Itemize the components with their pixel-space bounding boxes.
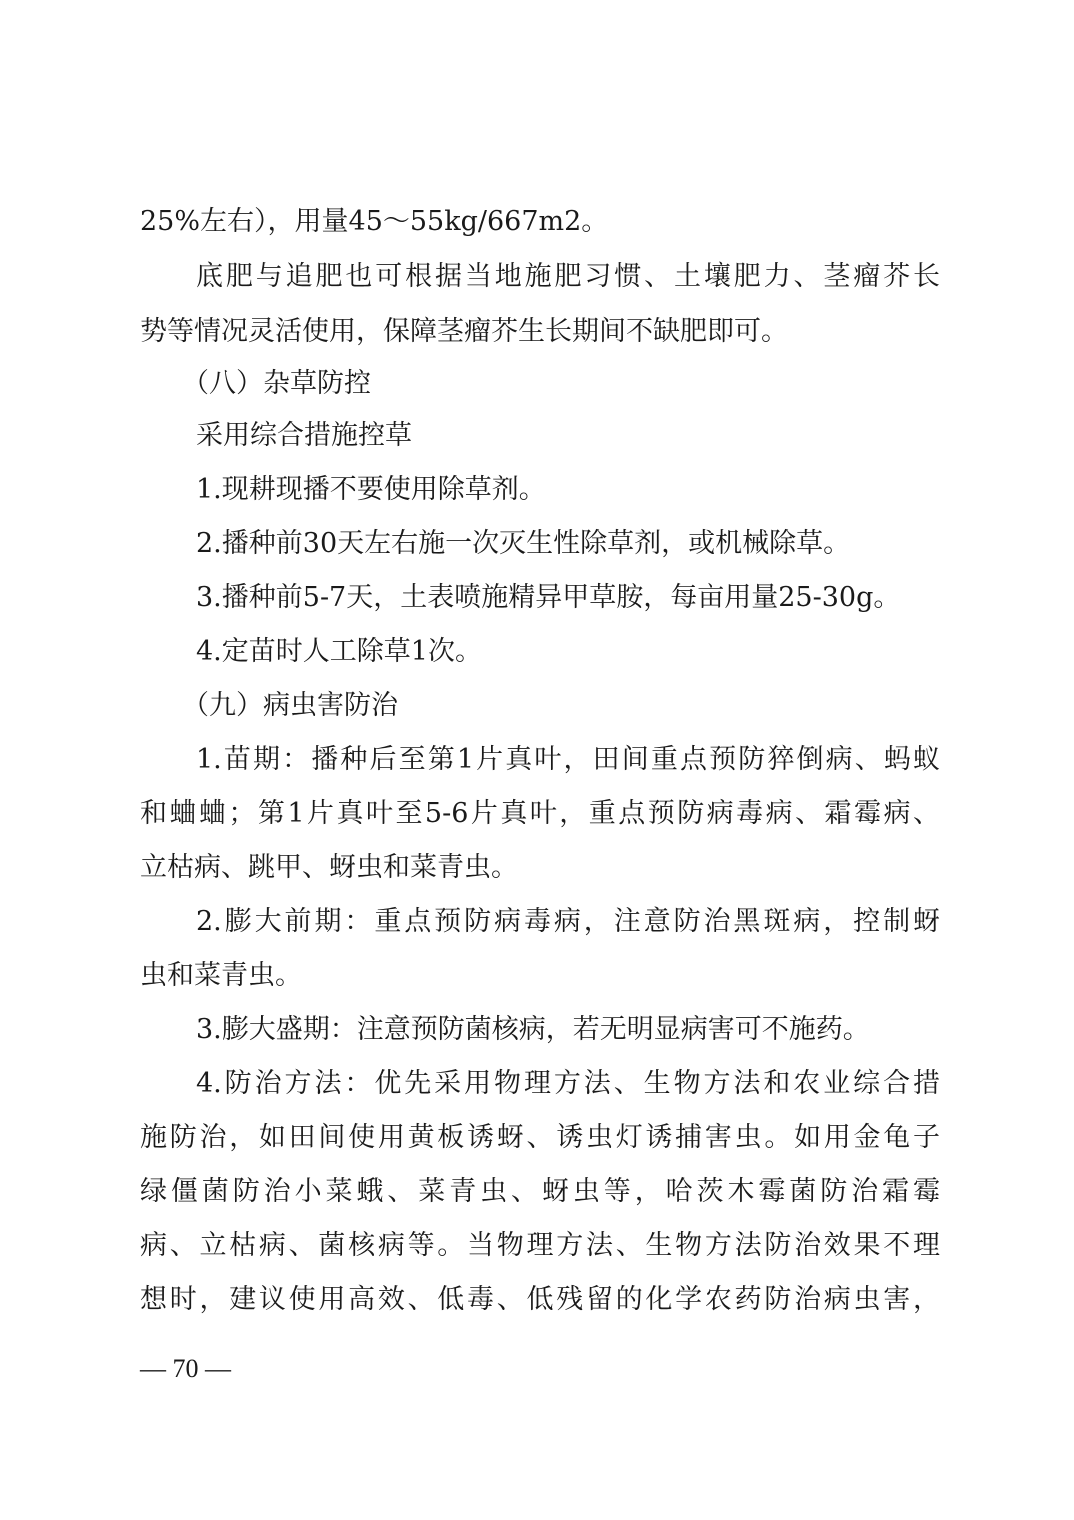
list-item: 3.播种前5-7天，土表喷施精异甲草胺，每亩用量25-30g。 [196, 582, 901, 613]
text-line: 绿僵菌防治小菜蛾、菜青虫、蚜虫等，哈茨木霉菌防治霜霉 [140, 1176, 940, 1207]
paragraph-line: 底肥与追肥也可根据当地施肥习惯、土壤肥力、茎瘤芥长 [196, 261, 940, 292]
list-item: 1.现耕现播不要使用除草剂。 [196, 474, 546, 505]
text-line: 病、立枯病、菌核病等。当物理方法、生物方法防治效果不理 [140, 1230, 940, 1261]
section-heading: （九）病虫害防治 [182, 690, 398, 721]
text-line: 想时，建议使用高效、低毒、低残留的化学农药防治病虫害， [140, 1284, 940, 1315]
page-number: — 70 — [140, 1354, 231, 1383]
text-line: 和蛐蛐；第1片真叶至5-6片真叶，重点预防病毒病、霜霉病、 [140, 798, 940, 829]
list-item: 3.膨大盛期：注意预防菌核病，若无明显病害可不施药。 [196, 1014, 870, 1045]
paragraph-line: 采用综合措施控草 [196, 420, 412, 451]
list-item: 2.播种前30天左右施一次灭生性除草剂，或机械除草。 [196, 528, 851, 559]
section-heading: （八）杂草防控 [182, 368, 371, 399]
text-line: 立枯病、跳甲、蚜虫和菜青虫。 [140, 852, 518, 883]
list-item: 2.膨大前期：重点预防病毒病，注意防治黑斑病，控制蚜 [196, 906, 940, 937]
text-line: 虫和菜青虫。 [140, 960, 302, 991]
text-line: 25%左右），用量45〜55kg/667m2。 [140, 206, 609, 237]
text-line: 势等情况灵活使用，保障茎瘤芥生长期间不缺肥即可。 [140, 316, 788, 347]
list-item: 1.苗期：播种后至第1片真叶，田间重点预防猝倒病、蚂蚁 [196, 744, 940, 775]
list-item: 4.防治方法：优先采用物理方法、生物方法和农业综合措 [196, 1068, 940, 1099]
list-item: 4.定苗时人工除草1次。 [196, 636, 482, 667]
text-line: 施防治，如田间使用黄板诱蚜、诱虫灯诱捕害虫。如用金龟子 [140, 1122, 940, 1153]
